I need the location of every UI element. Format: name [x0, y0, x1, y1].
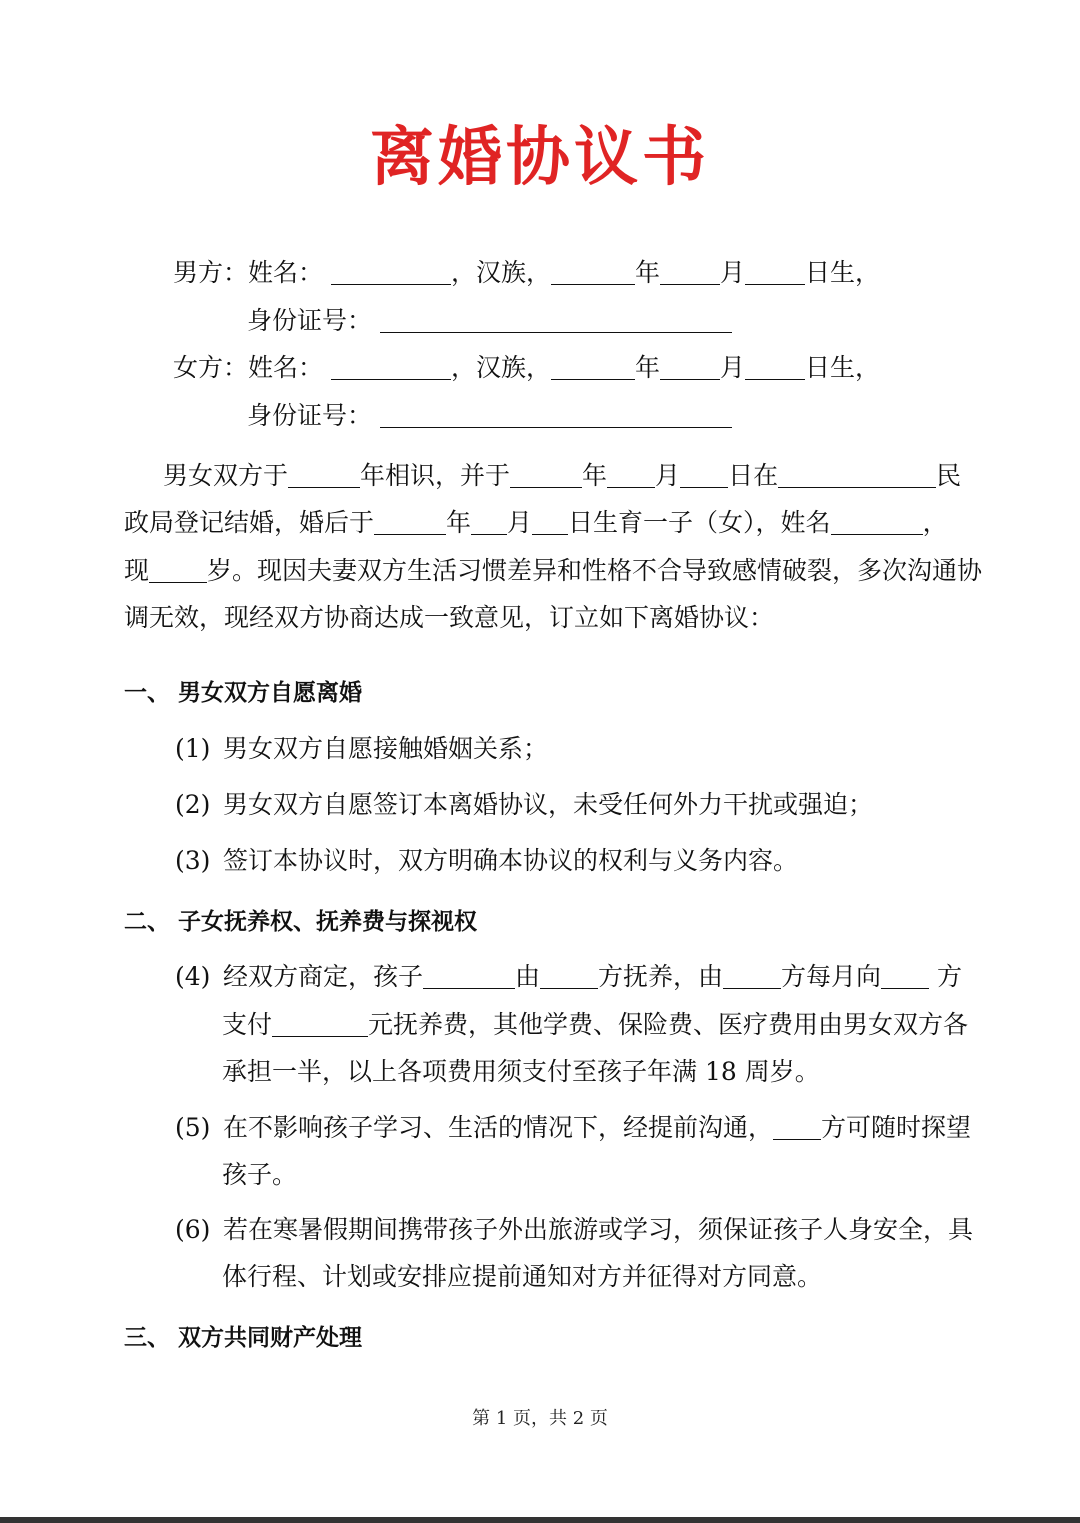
intro-text: 日生育一子（女），姓名 [568, 508, 831, 537]
marriage-month-blank[interactable] [607, 463, 655, 488]
born-label: 日生， [805, 353, 881, 382]
item-number: (1) [175, 734, 211, 763]
intro-text: 月 [507, 508, 533, 537]
item-text: 元抚养费，其他学费、保险费、医疗费用由男女双方各 [368, 1010, 969, 1039]
payee-party-blank[interactable] [881, 964, 929, 989]
child-name-blank[interactable] [831, 510, 923, 535]
payer-party-blank[interactable] [723, 964, 781, 989]
item-text: 方可随时探望 [821, 1113, 972, 1142]
item-6-line-2: 体行程、计划或安排应提前通知对方并征得对方同意。 [222, 1262, 823, 1291]
name-label: 姓名： [248, 258, 324, 287]
female-birth-day-blank[interactable] [745, 355, 805, 380]
marriage-day-blank[interactable] [680, 463, 728, 488]
section-heading-2: 二、 子女抚养权、抚养费与探视权 [124, 909, 478, 935]
name-label: 姓名： [248, 353, 324, 382]
item-number: (4) [175, 962, 211, 991]
male-birth-month-blank[interactable] [660, 260, 720, 285]
child-age-blank[interactable] [149, 558, 207, 583]
section-heading-3: 三、 双方共同财产处理 [124, 1325, 363, 1351]
item-number: (3) [175, 846, 211, 875]
male-birth-day-blank[interactable] [745, 260, 805, 285]
male-id-blank[interactable] [380, 308, 732, 333]
item-number: (2) [175, 790, 211, 819]
month-label: 月 [720, 353, 746, 382]
custody-party-blank[interactable] [540, 964, 598, 989]
intro-text: 男女双方于 [163, 461, 289, 490]
year-label: 年 [635, 258, 661, 287]
intro-text: 政局登记结婚，婚后于 [124, 508, 375, 537]
id-label: 身份证号： [247, 401, 373, 430]
child-birth-month-blank[interactable] [471, 510, 507, 535]
intro-text: 月 [655, 461, 681, 490]
item-text: 由 [515, 962, 541, 991]
intro-line-2 [124, 507, 948, 539]
id-label: 身份证号： [247, 306, 373, 335]
intro-text: 现 [124, 556, 150, 585]
child-birth-year-blank[interactable] [374, 510, 446, 535]
born-label: 日生， [805, 258, 881, 287]
list-item [175, 845, 798, 877]
child-name-blank-2[interactable] [423, 964, 515, 989]
intro-line-1 [163, 460, 961, 492]
list-item [175, 961, 962, 993]
item-4-line-2 [222, 1009, 968, 1041]
item-text: 方 [937, 962, 963, 991]
intro-text: 年 [582, 461, 608, 490]
marriage-year-blank[interactable] [510, 463, 582, 488]
intro-text: 日在 [728, 461, 779, 490]
intro-text: 岁。现因夫妻双方生活习惯差异和性格不合导致感情破裂，多次沟通协 [207, 556, 983, 585]
section-heading-1: 一、 男女双方自愿离婚 [124, 680, 363, 706]
year-label: 年 [635, 353, 661, 382]
female-label: 女方： [173, 353, 249, 382]
female-id-blank[interactable] [380, 403, 732, 428]
item-text: 方每月向 [781, 962, 882, 991]
visiting-party-blank[interactable] [773, 1115, 821, 1140]
item-5-line-2: 孩子。 [222, 1160, 298, 1189]
male-id-line [247, 305, 732, 337]
intro-text: ， [922, 508, 948, 537]
list-item [175, 1112, 971, 1144]
intro-text: 民 [936, 461, 962, 490]
female-name-blank[interactable] [331, 355, 451, 380]
list-item [175, 789, 873, 821]
item-text: 经双方商定，孩子 [223, 962, 424, 991]
intro-line-4: 调无效，现经双方协商达成一致意见，订立如下离婚协议： [124, 603, 775, 632]
list-item [175, 733, 548, 765]
item-number: (6) [175, 1215, 211, 1244]
ethnic-label: ，汉族， [450, 353, 551, 382]
item-text: 若在寒暑假期间携带孩子外出旅游或学习，须保证孩子人身安全，具 [223, 1215, 974, 1244]
item-text: 支付 [222, 1010, 273, 1039]
month-label: 月 [720, 258, 746, 287]
list-item [175, 1214, 973, 1246]
bureau-blank[interactable] [778, 463, 936, 488]
item-text: 男女双方自愿接触婚姻关系； [223, 734, 549, 763]
female-id-line [247, 400, 732, 432]
item-text: 签订本协议时，双方明确本协议的权利与义务内容。 [223, 846, 799, 875]
item-text: 方抚养，由 [598, 962, 724, 991]
male-label: 男方： [173, 258, 249, 287]
item-text: 男女双方自愿签订本离婚协议，未受任何外力干扰或强迫； [223, 790, 874, 819]
male-birth-year-blank[interactable] [551, 260, 635, 285]
page-footer: 第 1 页，共 2 页 [472, 1408, 608, 1429]
male-name-blank[interactable] [331, 260, 451, 285]
female-party-line [173, 352, 880, 384]
ethnic-label: ，汉族， [450, 258, 551, 287]
child-birth-day-blank[interactable] [532, 510, 568, 535]
intro-text: 年 [446, 508, 472, 537]
item-number: (5) [175, 1113, 211, 1142]
bottom-border [0, 1517, 1080, 1523]
male-party-line [173, 257, 880, 289]
item-4-line-3: 承担一半，以上各项费用须支付至孩子年满 18 周岁。 [222, 1057, 820, 1086]
intro-text: 年相识，并于 [360, 461, 511, 490]
female-birth-month-blank[interactable] [660, 355, 720, 380]
support-amount-blank[interactable] [272, 1012, 368, 1037]
met-year-blank[interactable] [288, 463, 360, 488]
female-birth-year-blank[interactable] [551, 355, 635, 380]
document-title: 离婚协议书 [370, 121, 710, 195]
item-text: 在不影响孩子学习、生活的情况下，经提前沟通， [223, 1113, 774, 1142]
intro-line-3 [124, 555, 982, 587]
